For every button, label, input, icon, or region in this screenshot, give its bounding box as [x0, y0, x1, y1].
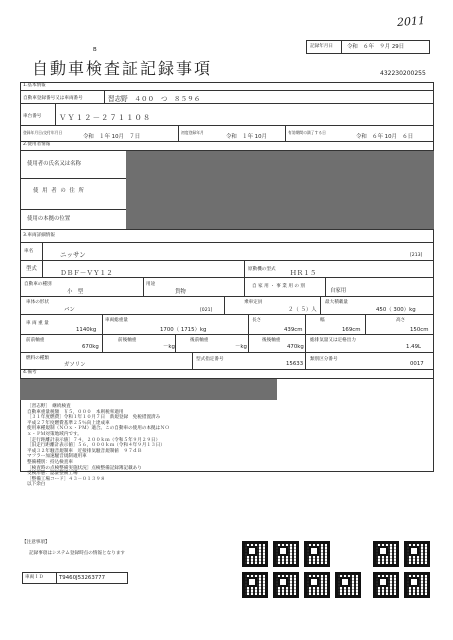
use-label: 用途	[146, 282, 156, 287]
remarks-line: 整備種別：持込検査車	[27, 460, 73, 465]
model-number-label: 型式指定番号	[196, 357, 224, 362]
max-load-value: 450（ 300）kg	[376, 307, 416, 313]
qr-code-icon	[273, 541, 299, 567]
qr-code-icon	[373, 541, 399, 567]
use-value: 貨物	[175, 289, 186, 295]
redacted-user-info	[126, 151, 434, 229]
rear-front-axle-value: －kg	[235, 344, 247, 350]
remarks-line: 平成３２年騒音規制車 近接排気騒音規制値 ９７ｄＢ	[27, 448, 142, 454]
front-rear-axle-value: －kg	[163, 344, 175, 350]
form-code: B	[93, 47, 97, 53]
make-label: 車名	[24, 249, 34, 254]
registration-value: 令和 １年 10月 ７日	[83, 134, 141, 140]
private-use-label: 自 家 用 ・ 事 業 用 の 別	[252, 284, 306, 289]
gross-weight-label: 車両総重量	[105, 318, 128, 323]
rear-rear-axle-value: 470kg	[287, 344, 304, 350]
vehicle-weight-value: 1140kg	[76, 327, 97, 333]
vehicle-kind-label: 自動車の種別	[24, 282, 52, 287]
section3-header: 3.車両詳細情報	[23, 233, 55, 238]
remarks-line: 受検形態：認証整備工場	[27, 471, 78, 477]
remarks-line: ［検査時の点検整備実施状況］点検整備記録簿記載あり	[27, 465, 142, 471]
front-rear-axle-label: 前後軸重	[118, 338, 137, 343]
document-number: 432230200255	[380, 70, 426, 77]
expiry-label: 有効期間の満了する日	[288, 130, 326, 135]
remarks-line: 自動車重量税額 ￥５，０００ 本則税率適用	[27, 409, 124, 415]
redacted-remarks	[20, 379, 277, 400]
plate-value: 習志野 ４００ つ ８５９６	[108, 95, 201, 103]
displacement-label: 総排気量又は定格出力	[310, 338, 356, 343]
first-registration-value: 令和 １年 10月	[226, 134, 267, 140]
remarks-line: 以下余白	[27, 482, 46, 488]
capacity-value: ２（ ５）人	[288, 307, 317, 313]
engine-value: ＨＲ１５	[290, 269, 317, 277]
category-number-label: 類別区分番号	[310, 357, 338, 362]
body-shape-label: 車体の形状	[26, 300, 49, 305]
user-address-label: 使 用 者 の 住 所	[33, 188, 85, 194]
qr-code-icon	[242, 541, 268, 567]
remarks-line: ［旧走行距離計表示値］５６，０００ｋｍ（令和４年９月１３日）	[27, 443, 165, 449]
plate-label: 自動車登録番号又は車両番号	[23, 96, 83, 101]
body-shape-code: [021]	[200, 308, 213, 313]
remarks-line: ［習志野］ 継続検査	[27, 404, 71, 409]
height-value: 150cm	[410, 327, 429, 333]
remarks-line: 使用車種規制（ＮＯｘ・ＰＭ）適合。この自動車の使用の本拠はＮＯ	[27, 426, 170, 432]
vehicle-kind-value: 小 型	[67, 289, 84, 295]
width-label: 幅	[320, 318, 325, 323]
front-front-axle-label: 前前軸重	[26, 338, 45, 343]
qr-code-icon	[304, 572, 330, 598]
qr-code-icon	[373, 572, 399, 598]
make-value: ニッサン	[60, 251, 86, 259]
category-number-value: 0017	[410, 361, 424, 367]
rear-front-axle-label: 後前軸重	[190, 338, 209, 343]
front-front-axle-value: 670kg	[82, 344, 99, 350]
record-date-label: 記録年月日	[310, 44, 333, 49]
displacement-value: 1.49L	[406, 344, 422, 350]
registration-label: 登録年月日/交付年月日	[23, 130, 63, 135]
length-label: 長さ	[252, 318, 262, 323]
qr-code-icon	[335, 572, 361, 598]
user-name-label: 使用者の氏名又は名称	[27, 161, 81, 167]
car-id-label: 車両ＩＤ	[25, 575, 44, 580]
max-load-label: 最大積載量	[325, 300, 348, 305]
record-date-value: 令和 ６年 ９月 29日	[347, 44, 405, 50]
remarks-line: マフラー加速騒音規制適用車	[27, 454, 87, 460]
section1-header: 1.基本情報	[23, 83, 46, 88]
height-label: 高さ	[396, 318, 406, 323]
remarks-line: ｘ・ＰＭ対策地域内です。	[27, 432, 82, 437]
vehicle-weight-label: 車 両 重 量	[26, 321, 49, 326]
expiry-value: 令和 ６年 10月 ６日	[356, 134, 414, 140]
remarks-line: ［走行距離計表示値］７４，２００ｋｍ（令和５年９月２９日）	[27, 437, 161, 443]
capacity-label: 乗車定員	[244, 300, 263, 305]
qr-code-icon	[242, 572, 268, 598]
section4-header: 4.備考	[23, 370, 37, 375]
notice-header: 【注意事項】	[22, 540, 50, 545]
make-code: [213]	[410, 253, 423, 258]
remarks-line: ［３１年度燃費］令和１年１０月７日 新規登録 免税措置済み	[27, 415, 161, 421]
type-value: ＤＢＦ－ＶＹ１２	[60, 269, 113, 277]
qr-code-icon	[304, 541, 330, 567]
remarks-line: ［整備工場コード］４３－０１３９８	[27, 476, 106, 482]
qr-code-icon	[404, 572, 430, 598]
remarks-line: 平成２７年度燃費基準２５％向上達成車	[27, 420, 110, 426]
private-use-value: 自家用	[330, 288, 347, 294]
section2-header: 2.使用者情報	[23, 142, 51, 147]
base-location-label: 使用の本拠の位置	[27, 216, 71, 222]
engine-label: 原動機の型式	[248, 267, 276, 272]
fuel-value: ガソリン	[64, 362, 86, 368]
fuel-label: 燃料の種類	[26, 356, 49, 361]
vin-label: 車台番号	[23, 114, 42, 119]
notice-text: 記録事項はシステム登録時点の情報となります	[29, 551, 126, 556]
width-value: 169cm	[342, 327, 361, 333]
qr-code-icon	[404, 541, 430, 567]
model-number-value: 15633	[286, 361, 304, 367]
gross-weight-value: 1700（ 1715）kg	[160, 327, 207, 333]
length-value: 439cm	[284, 327, 303, 333]
first-registration-label: 初度登録年月	[181, 130, 204, 135]
body-shape-value: バン	[64, 307, 75, 313]
car-id-value: T9460J53263777	[59, 575, 106, 581]
rear-rear-axle-label: 後後軸重	[262, 338, 281, 343]
document-title: 自動車検査証記録事項	[32, 59, 213, 78]
handwritten-number: 2011	[396, 14, 426, 29]
vin-value: ＶＹ１２－２７１１０８	[59, 113, 152, 122]
qr-code-icon	[273, 572, 299, 598]
type-label: 型式	[26, 266, 37, 272]
